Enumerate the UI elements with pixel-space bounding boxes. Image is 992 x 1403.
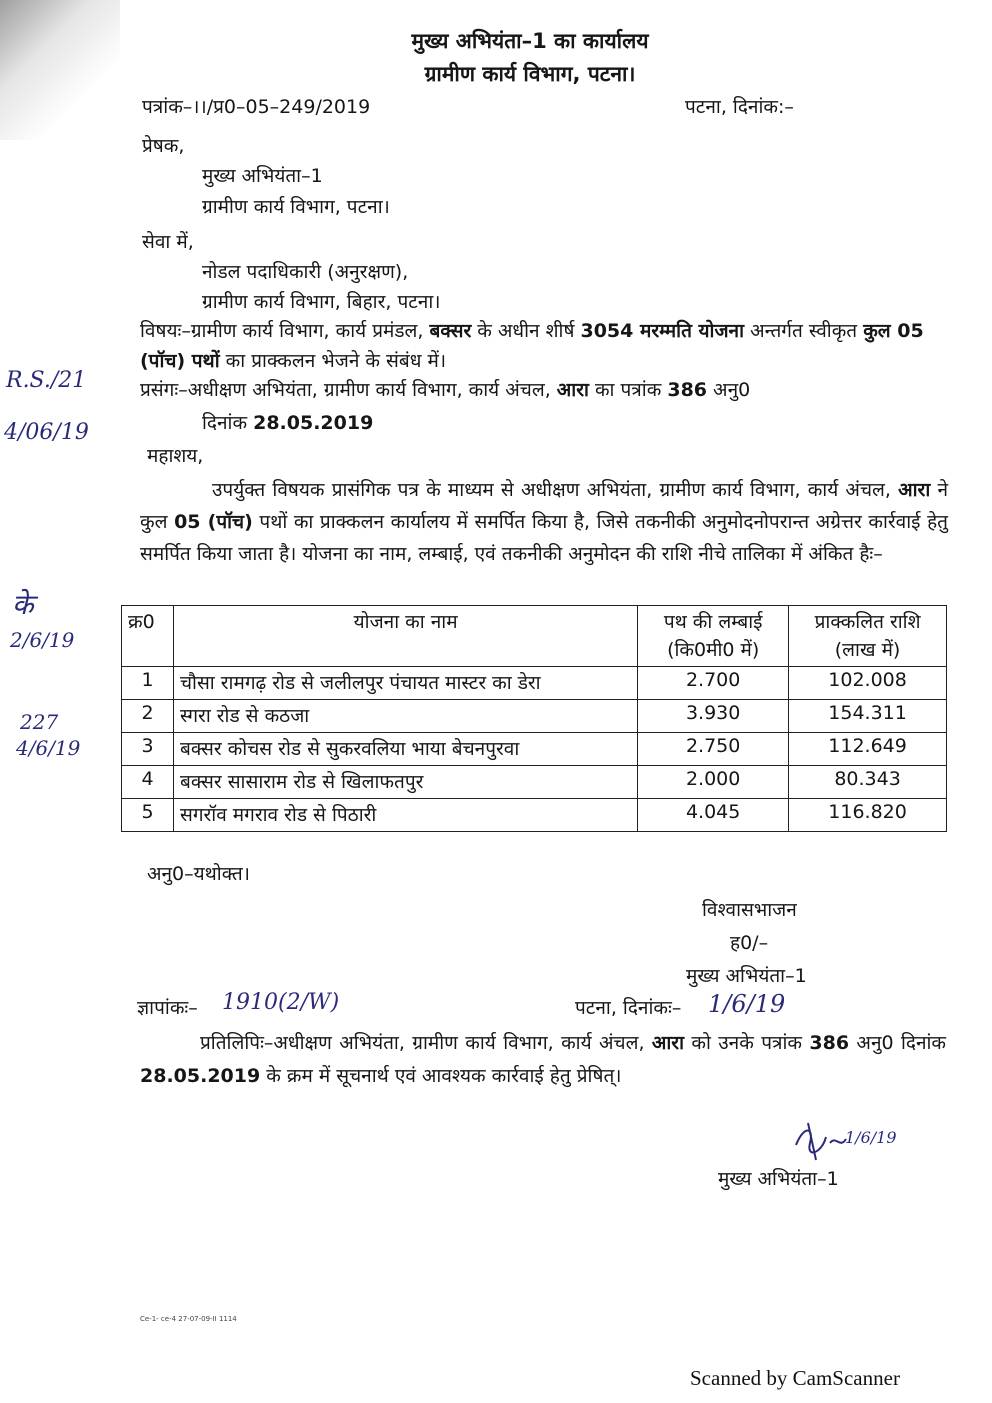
memo-number-handwritten: 1910(2/W) (222, 990, 340, 1015)
sender-designation: मुख्य अभियंता–1 (202, 165, 323, 187)
table-row (122, 799, 947, 832)
salutation: महाशय, (147, 445, 204, 467)
table-row (122, 667, 947, 700)
table-row (122, 766, 947, 799)
margin-note-3-top: 227 (20, 710, 59, 734)
body-paragraph: उपर्युक्त विषयक प्रासंगिक पत्र के माध्यम से अधीक्षण अभियंता, ग्रामीण कार्य विभाग, कार्य अंचल, आरा ने कुल 05 (पॉच) पथों का प्राक्कलन कार्यालय में समर्पित किया है, जिसे तकनीकी अनुमोदनोपरान्त अग्रेत्तर कार्रवाई हेतु समर्पित किया जाता है। योजना का नाम, लम्बाई, एवं तकनीकी अनुमोदन की राशि नीचे तालिका में अंकित हैः– (140, 479, 948, 565)
row-amount: 154.311 (789, 700, 947, 733)
letter-place-date: पटना, दिनांक:– (685, 96, 794, 118)
closing-signed: ह0/– (730, 932, 769, 954)
row-length: 2.750 (638, 733, 789, 766)
camscanner-watermark: Scanned by CamScanner (690, 1366, 900, 1390)
row-sno: 3 (122, 733, 174, 766)
header-length: पथ की लम्बाई (कि0मी0 में) (638, 606, 789, 667)
memo-date-handwritten: 1/6/19 (708, 990, 786, 1018)
row-length: 3.930 (638, 700, 789, 733)
row-amount: 80.343 (789, 766, 947, 799)
recipient-label: सेवा में, (142, 231, 194, 253)
row-sno: 5 (122, 799, 174, 832)
row-length: 2.000 (638, 766, 789, 799)
sender-label: प्रेषक, (142, 135, 185, 157)
sender-department: ग्रामीण कार्य विभाग, पटना। (202, 196, 390, 218)
memo-number-label: ज्ञापांकः– (137, 997, 198, 1019)
row-amount: 116.820 (789, 799, 947, 832)
margin-note-2-bottom: 2/6/19 (10, 628, 75, 652)
margin-note-2-top: के (12, 588, 34, 621)
office-title: मुख्य अभियंता–1 का कार्यालय (411, 29, 649, 53)
row-length: 2.700 (638, 667, 789, 700)
recipient-department: ग्रामीण कार्य विभाग, बिहार, पटना। (202, 291, 441, 313)
header-scheme-name: योजना का नाम (173, 606, 637, 667)
margin-note-3-bottom: 4/6/19 (16, 736, 81, 760)
table-header-row (122, 606, 947, 667)
margin-note-1-bottom: 4/06/19 (4, 420, 89, 445)
closing-yours-faithfully: विश्वासभाजन (702, 899, 797, 921)
row-amount: 102.008 (789, 667, 947, 700)
footer-code: Ce-1- ce-4 27-07-09-II 1114 (140, 1315, 237, 1323)
letter-number: पत्रांक–।।/प्र0–05–249/2019 (142, 96, 371, 118)
reference-line: प्रसंगः–अधीक्षण अभियंता, ग्रामीण कार्य विभाग, कार्य अंचल, आरा का पत्रांक 386 अनु0 (140, 379, 751, 401)
row-scheme-name: बक्सर कोचस रोड से सुकरवलिया भाया बेचनपुरवा (173, 733, 637, 766)
table-row (122, 733, 947, 766)
row-scheme-name: चौसा रामगढ़ रोड से जलीलपुर पंचायत मास्टर का डेरा (173, 667, 637, 700)
subject: विषयः–ग्रामीण कार्य विभाग, कार्य प्रमंडल, बक्सर के अधीन शीर्ष 3054 मरम्मति योजना अन्तर्गत स्वीकृत कुल 05 (पॉच) पथों का प्राक्कलन भेजने के संबंध में। (140, 320, 924, 372)
row-sno: 2 (122, 700, 174, 733)
signature-date: 1/6/19 (845, 1128, 897, 1147)
copy-paragraph: प्रतिलिपिः–अधीक्षण अभियंता, ग्रामीण कार्य विभाग, कार्य अंचल, आरा को उनके पत्रांक 386 अनु0 दिनांक 28.05.2019 के क्रम में सूचनार्थ एवं आवश्यक कार्रवाई हेतु प्रेषित्। (140, 1032, 947, 1087)
row-amount: 112.649 (789, 733, 947, 766)
row-scheme-name: सगरॉव मगराव रोड से पिठारी (173, 799, 637, 832)
row-scheme-name: स्गरा रोड से कठजा (173, 700, 637, 733)
header-amount: प्राक्कलित राशि (लाख में) (789, 606, 947, 667)
row-sno: 1 (122, 667, 174, 700)
memo-place-date: पटना, दिनांकः– (575, 997, 682, 1019)
row-scheme-name: बक्सर सासाराम रोड से खिलाफतपुर (173, 766, 637, 799)
reference-date: दिनांक 28.05.2019 (202, 412, 374, 434)
enclosure-note: अनु0–यथोक्त। (147, 863, 250, 885)
recipient-designation: नोडल पदाधिकारी (अनुरक्षण), (202, 261, 409, 283)
row-sno: 4 (122, 766, 174, 799)
roads-table (121, 605, 947, 832)
margin-note-1-top: R.S./21 (6, 368, 87, 393)
header-sno: क्र0 (122, 606, 174, 667)
closing-designation: मुख्य अभियंता–1 (686, 965, 807, 987)
table-row (122, 700, 947, 733)
signoff-designation: मुख्य अभियंता–1 (718, 1168, 839, 1190)
row-length: 4.045 (638, 799, 789, 832)
office-department: ग्रामीण कार्य विभाग, पटना। (424, 62, 636, 86)
